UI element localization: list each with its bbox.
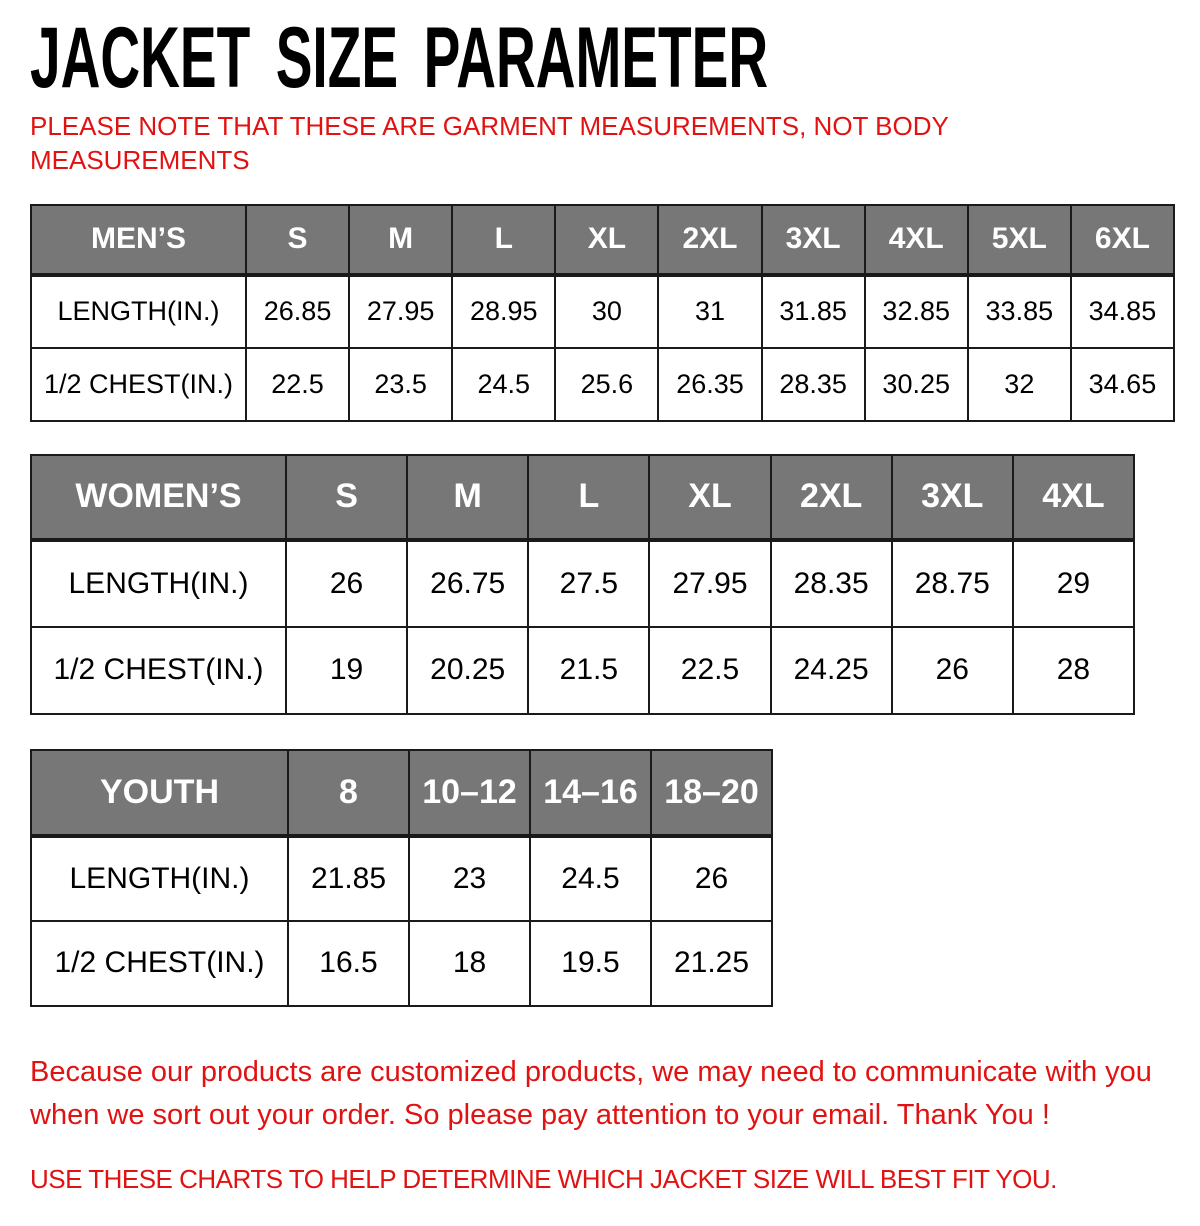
womens-measurement-cell: 28.35 bbox=[771, 540, 892, 627]
womens-measurement-cell: 26.75 bbox=[407, 540, 528, 627]
womens-measurement-cell: 20.25 bbox=[407, 627, 528, 714]
youth-measurement-cell: 23 bbox=[409, 836, 530, 921]
womens-size-column-header: S bbox=[286, 455, 407, 540]
womens-measurement-cell: 29 bbox=[1013, 540, 1134, 627]
header-row bbox=[31, 455, 1134, 540]
mens-size-column-header: S bbox=[246, 205, 349, 275]
mens-measurement-cell: 31.85 bbox=[762, 275, 865, 348]
youth-row-label-cell: 1/2 CHEST(IN.) bbox=[31, 921, 288, 1006]
mens-table-title-cell: MEN’S bbox=[31, 205, 246, 275]
mens-measurement-cell: 27.95 bbox=[349, 275, 452, 348]
womens-measurement-cell: 27.95 bbox=[649, 540, 770, 627]
mens-size-column-header: 3XL bbox=[762, 205, 865, 275]
mens-table-row bbox=[31, 348, 1174, 421]
youth-measurement-cell: 18 bbox=[409, 921, 530, 1006]
womens-measurement-cell: 28.75 bbox=[892, 540, 1013, 627]
mens-row-label-cell: 1/2 CHEST(IN.) bbox=[31, 348, 246, 421]
mens-row-label-cell: LENGTH(IN.) bbox=[31, 275, 246, 348]
womens-measurement-cell: 26 bbox=[892, 627, 1013, 714]
mens-measurement-cell: 30.25 bbox=[865, 348, 968, 421]
womens-measurement-cell: 28 bbox=[1013, 627, 1134, 714]
mens-measurement-cell: 32 bbox=[968, 348, 1071, 421]
youth-size-column-header: 10–12 bbox=[409, 750, 530, 836]
youth-size-column-header: 8 bbox=[288, 750, 409, 836]
youth-size-table bbox=[30, 749, 773, 1007]
youth-row-label-cell: LENGTH(IN.) bbox=[31, 836, 288, 921]
page-title-text: JACKET SIZE PARAMETER bbox=[30, 10, 769, 106]
mens-measurement-cell: 33.85 bbox=[968, 275, 1071, 348]
youth-size-column-header: 14–16 bbox=[530, 750, 651, 836]
mens-size-column-header: 4XL bbox=[865, 205, 968, 275]
youth-measurement-cell: 16.5 bbox=[288, 921, 409, 1006]
mens-size-column-header: 6XL bbox=[1071, 205, 1174, 275]
mens-measurement-cell: 30 bbox=[555, 275, 658, 348]
mens-size-column-header: XL bbox=[555, 205, 658, 275]
youth-measurement-cell: 24.5 bbox=[530, 836, 651, 921]
mens-measurement-cell: 34.85 bbox=[1071, 275, 1174, 348]
mens-measurement-cell: 24.5 bbox=[452, 348, 555, 421]
customization-notice: Because our products are customized products, we may need to communicate with you when we sort out your order. So please pay attention to your email. Thank You ! bbox=[30, 1055, 1152, 1132]
womens-table-row bbox=[31, 540, 1134, 627]
womens-size-column-header: 4XL bbox=[1013, 455, 1134, 540]
mens-measurement-cell: 22.5 bbox=[246, 348, 349, 421]
womens-row-label-cell: 1/2 CHEST(IN.) bbox=[31, 627, 286, 714]
mens-measurement-cell: 26.35 bbox=[658, 348, 761, 421]
mens-table-row bbox=[31, 275, 1174, 348]
womens-measurement-cell: 22.5 bbox=[649, 627, 770, 714]
mens-measurement-cell: 26.85 bbox=[246, 275, 349, 348]
mens-size-column-header: 2XL bbox=[658, 205, 761, 275]
mens-measurement-cell: 31 bbox=[658, 275, 761, 348]
womens-measurement-cell: 26 bbox=[286, 540, 407, 627]
header-row bbox=[31, 750, 772, 836]
page-title bbox=[30, 10, 1170, 106]
mens-measurement-cell: 34.65 bbox=[1071, 348, 1174, 421]
youth-size-column-header: 18–20 bbox=[651, 750, 772, 836]
mens-measurement-cell: 28.35 bbox=[762, 348, 865, 421]
womens-size-column-header: M bbox=[407, 455, 528, 540]
womens-measurement-cell: 27.5 bbox=[528, 540, 649, 627]
size-chart-page bbox=[0, 10, 1200, 1195]
womens-table-title-cell: WOMEN’S bbox=[31, 455, 286, 540]
womens-measurement-cell: 21.5 bbox=[528, 627, 649, 714]
youth-table-row bbox=[31, 836, 772, 921]
youth-measurement-cell: 19.5 bbox=[530, 921, 651, 1006]
womens-size-column-header: 3XL bbox=[892, 455, 1013, 540]
womens-size-table bbox=[30, 454, 1135, 715]
header-row bbox=[31, 205, 1174, 275]
womens-size-column-header: L bbox=[528, 455, 649, 540]
mens-measurement-cell: 23.5 bbox=[349, 348, 452, 421]
mens-measurement-cell: 28.95 bbox=[452, 275, 555, 348]
womens-row-label-cell: LENGTH(IN.) bbox=[31, 540, 286, 627]
mens-size-column-header: 5XL bbox=[968, 205, 1071, 275]
youth-measurement-cell: 26 bbox=[651, 836, 772, 921]
mens-measurement-cell: 32.85 bbox=[865, 275, 968, 348]
youth-table-title-cell: YOUTH bbox=[31, 750, 288, 836]
womens-table-row bbox=[31, 627, 1134, 714]
garment-measurement-note: PLEASE NOTE THAT THESE ARE GARMENT MEASUREMENTS, NOT BODY MEASUREMENTS bbox=[30, 111, 949, 175]
womens-size-column-header: 2XL bbox=[771, 455, 892, 540]
mens-size-column-header: L bbox=[452, 205, 555, 275]
womens-size-column-header: XL bbox=[649, 455, 770, 540]
mens-size-column-header: M bbox=[349, 205, 452, 275]
mens-measurement-cell: 25.6 bbox=[555, 348, 658, 421]
youth-measurement-cell: 21.85 bbox=[288, 836, 409, 921]
womens-measurement-cell: 24.25 bbox=[771, 627, 892, 714]
youth-measurement-cell: 21.25 bbox=[651, 921, 772, 1006]
womens-measurement-cell: 19 bbox=[286, 627, 407, 714]
fit-advice: USE THESE CHARTS TO HELP DETERMINE WHICH JACKET SIZE WILL BEST FIT YOU. bbox=[30, 1163, 1057, 1194]
mens-size-table bbox=[30, 204, 1175, 422]
youth-table-row bbox=[31, 921, 772, 1006]
